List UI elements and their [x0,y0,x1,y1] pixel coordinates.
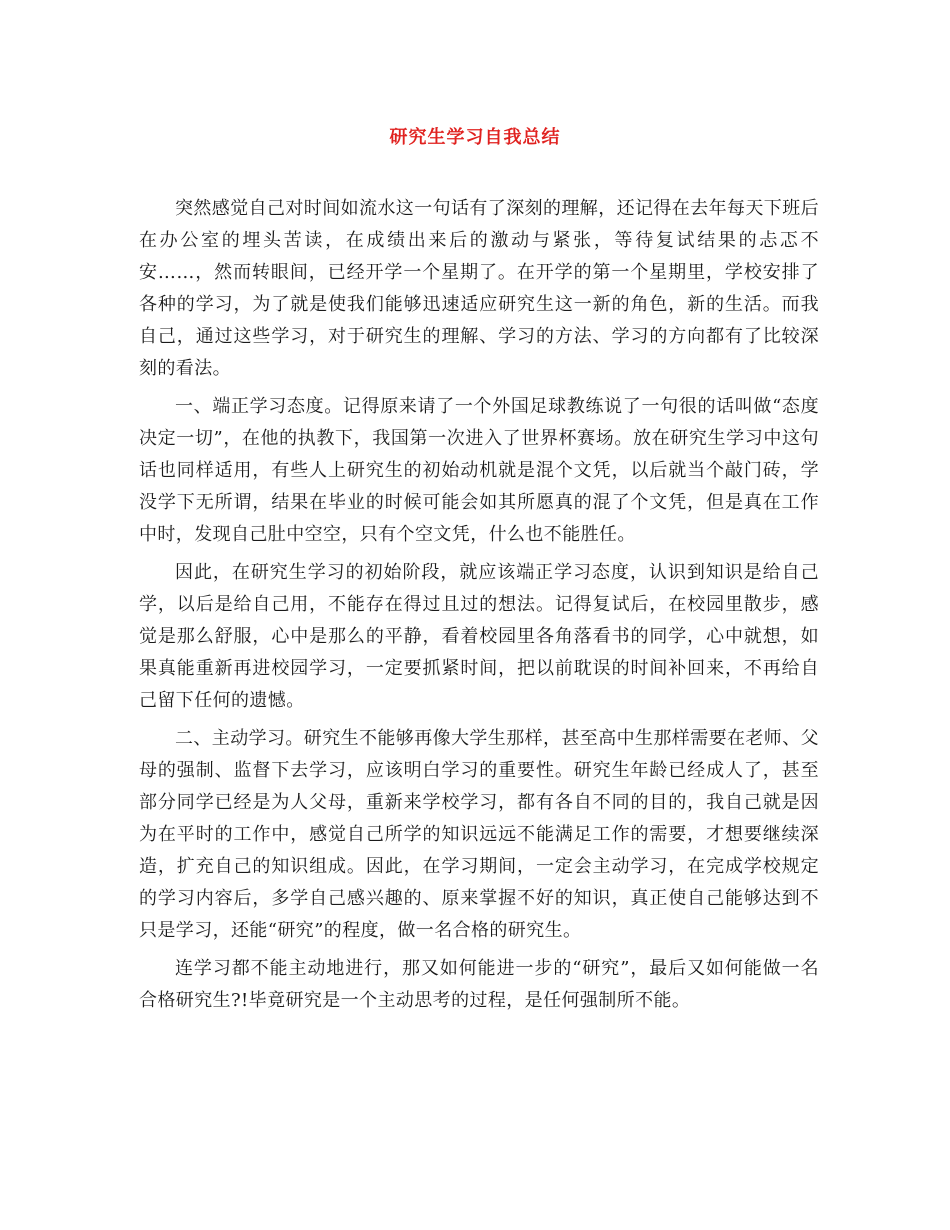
document-title: 研究生学习自我总结 [389,127,561,148]
paragraph-active-learning: 二、主动学习。研究生不能够再像大学生那样，甚至高中生那样需要在老师、父母的强制、监督下去学习，应该明白学习的重要性。研究生年龄已经成人了，甚至部分同学已经是为人父母，重新来学校学习，都有各自不同的目的，我自己就是因为在平时的工作中，感觉自己所学的知识远远不能满足工作的需要，才想要继续深造，扩充自己的知识组成。因此，在学习期间，一定会主动学习，在完成学校规定的学习内容后，多学自己感兴趣的、原来掌握不好的知识，真正使自己能够达到不只是学习，还能“研究”的程度，做一名合格的研究生。 [139,728,819,941]
document-body [139,193,819,1023]
paragraph-conclusion: 连学习都不能主动地进行，那又如何能进一步的“研究”，最后又如何能做一名合格研究生?!毕竟研究是一个主动思考的过程，是任何强制所不能。 [139,958,819,1011]
paragraph-intro: 突然感觉自己对时间如流水这一句话有了深刻的理解，还记得在去年每天下班后在办公室的埋头苦读，在成绩出来后的激动与紧张，等待复试结果的忐忑不安……，然而转眼间，已经开学一个星期了。在开学的第一个星期里，学校安排了各种的学习，为了就是使我们能够迅速适应研究生这一新的角色，新的生活。而我自己，通过这些学习，对于研究生的理解、学习的方法、学习的方向都有了比较深刻的看法。 [139,198,819,379]
paragraph-therefore: 因此，在研究生学习的初始阶段，就应该端正学习态度，认识到知识是给自己学，以后是给自己用，不能存在得过且过的想法。记得复试后，在校园里散步，感觉是那么舒服，心中是那么的平静，看着校园里各角落看书的同学，心中就想，如果真能重新再进校园学习，一定要抓紧时间，把以前耽误的时间补回来，不再给自己留下任何的遗憾。 [139,562,819,711]
paragraph-attitude: 一、端正学习态度。记得原来请了一个外国足球教练说了一句很的话叫做“态度决定一切”，在他的执教下，我国第一次进入了世界杯赛场。放在研究生学习中这句话也同样适用，有些人上研究生的初始动机就是混个文凭，以后就当个敲门砖，学没学下无所谓，结果在毕业的时候可能会如其所愿真的混了个文凭，但是真在工作中时，发现自己肚中空空，只有个空文凭，什么也不能胜任。 [139,396,819,545]
